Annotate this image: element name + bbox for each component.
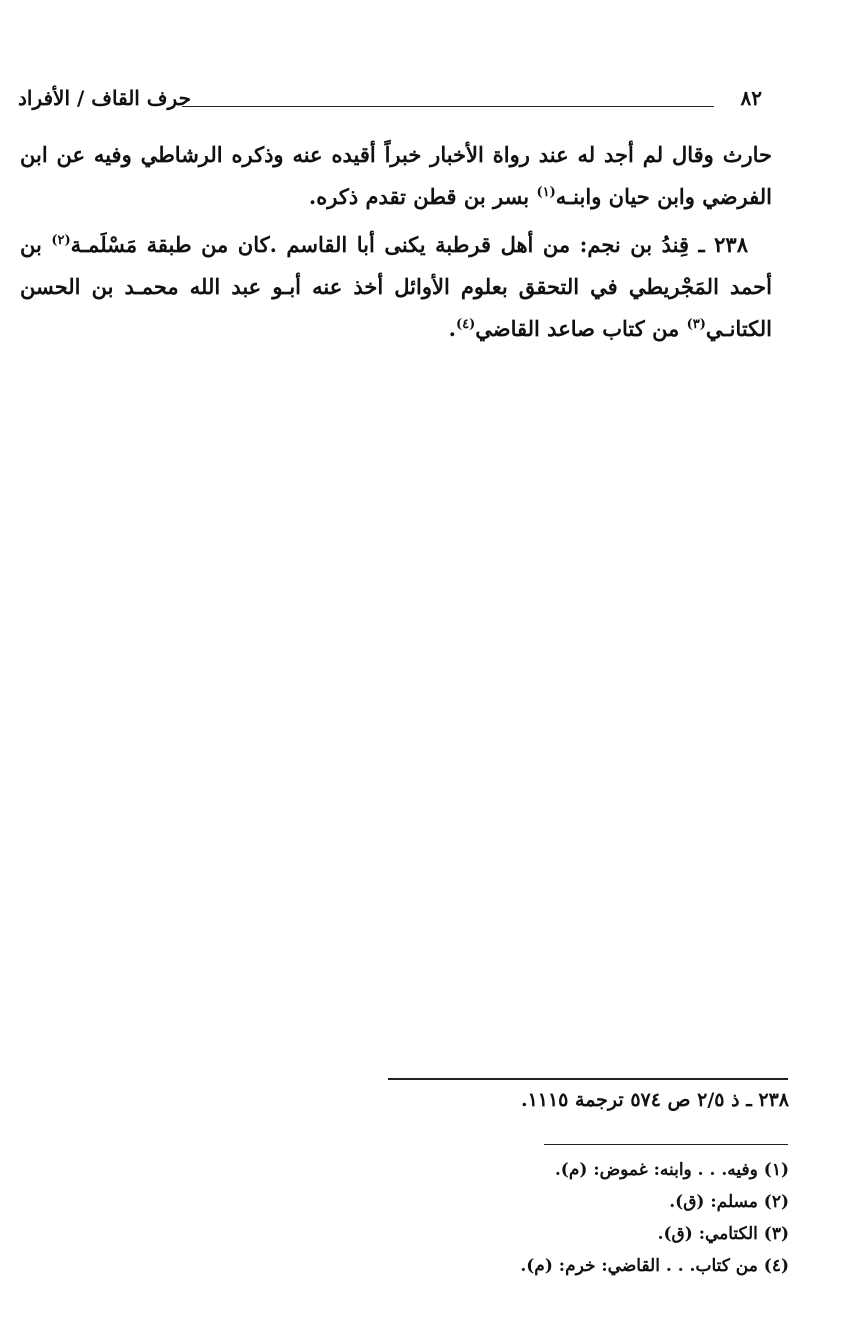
footnotes <box>520 1154 789 1282</box>
biography-entry <box>20 224 772 350</box>
running-title: حرف القاف / الأفراد <box>18 86 191 110</box>
paragraph-continuation <box>20 134 772 218</box>
footnote-item: (١) وفيه. . . وابنه: غموض: (م). <box>554 1160 789 1180</box>
paragraph-text: بسر بن قطن تقدم ذكره. <box>308 184 537 209</box>
source-note: ٢٣٨ ـ ذ ٢/٥ ص ٥٧٤ ترجمة ١١١٥. <box>520 1089 789 1111</box>
footnote-item: (٤) من كتاب. . . القاضي: خرم: (م). <box>520 1256 789 1276</box>
footnote-divider-short <box>544 1144 788 1145</box>
page-header <box>18 80 800 120</box>
paragraph-text: حارث وقال لم أجد له عند رواة الأخبار خبراً أقيده عنه وذكره الرشاطي وفيه عن ابن الفرضي وابن حيان وابنـه <box>20 142 772 209</box>
footnote-divider-long <box>388 1078 788 1080</box>
entry-text: من كتاب صاعد القاضي <box>475 316 687 341</box>
main-text <box>20 134 772 356</box>
header-rule <box>182 106 714 107</box>
footnote-ref: (١) <box>536 185 556 200</box>
entry-text: . <box>448 316 456 341</box>
entry-text: بن أحمد المَجْريطي في التحقق بعلوم الأوائل أخذ عنه أبـو عبد الله محمـد بن الحسن الكتانـي <box>20 232 772 341</box>
entry-text: ٢٣٨ ـ قِندُ بن نجم: من أهل قرطبة يكنى أبا القاسم .كان من طبقة مَسْلَمـة <box>70 232 748 257</box>
footnote-item: (٢) مسلم: (ق). <box>669 1192 789 1212</box>
footnote-ref: (٢) <box>51 233 71 248</box>
footnote-item: (٣) الكتامي: (ق). <box>657 1224 789 1244</box>
footnote-ref: (٣) <box>686 317 706 332</box>
footnote-ref: (٤) <box>455 317 476 332</box>
page-number: ٨٢ <box>740 86 762 110</box>
